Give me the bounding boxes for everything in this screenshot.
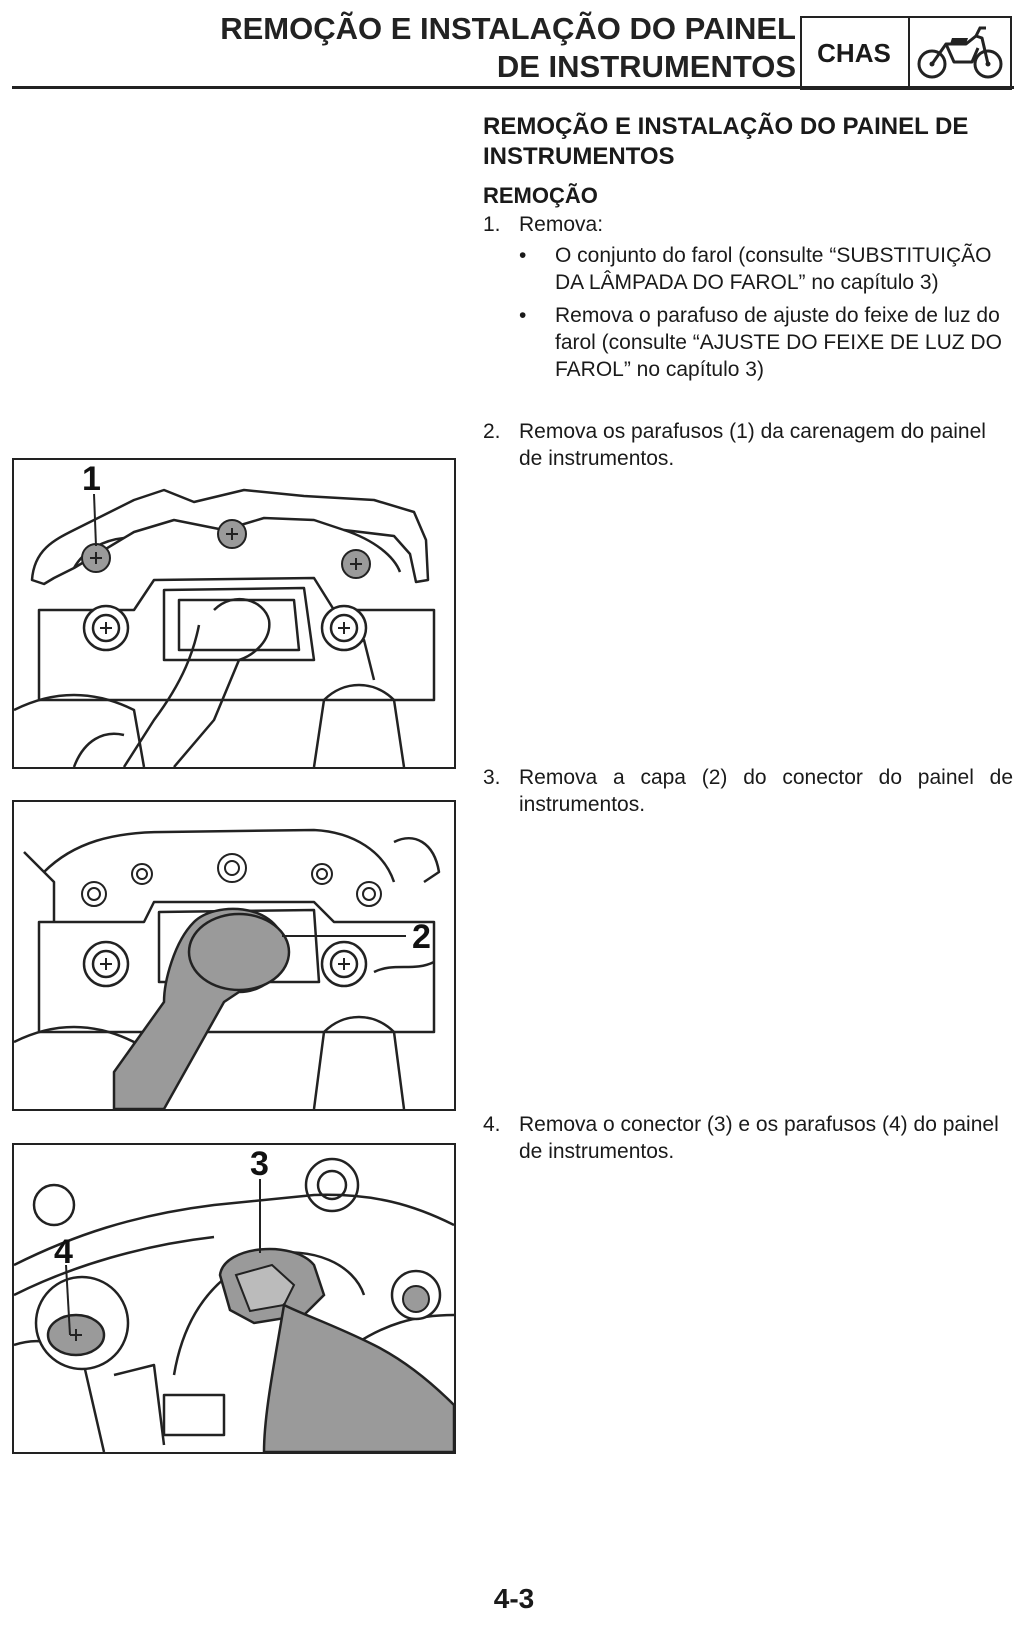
section-tag-divider [908, 18, 910, 88]
bullet-text: O conjunto do farol (consulte “SUBSTITUIÇÃO DA LÂMPADA DO FAROL” no capítulo 3) [555, 244, 992, 294]
figure-connector-bolts-drawing [14, 1145, 454, 1452]
section-tag-box [800, 16, 1012, 90]
page-header-title [220, 10, 796, 86]
bullet-symbol: • [519, 304, 527, 327]
header-title-line1: REMOÇÃO E INSTALAÇÃO DO PAINEL [220, 11, 796, 46]
step-4 [483, 1111, 1013, 1165]
figure-connector-cover-drawing [14, 802, 454, 1109]
figure-connector-bolts [12, 1143, 456, 1454]
step-text: Remova o conector (3) e os parafusos (4) do painel de instrumentos. [519, 1113, 999, 1163]
page-number: 4-3 [493, 1583, 535, 1614]
figure-callout-4: 4 [54, 1233, 73, 1271]
step-number: 1. [483, 213, 501, 236]
step-number: 4. [483, 1113, 501, 1136]
step-2 [483, 418, 1013, 472]
step-text: Remova: [519, 213, 604, 236]
step-1 [483, 211, 1013, 238]
figure-callout-2: 2 [412, 918, 431, 956]
figure-connector-cover [12, 800, 456, 1111]
step-1-bullet-2 [519, 302, 1013, 383]
bullet-text: Remova o parafuso de ajuste do feixe de luz do farol (consulte “AJUSTE DO FEIXE DE LUZ DO FAROL” no capítulo 3) [555, 304, 1002, 381]
section-tag-label: CHAS [817, 38, 891, 68]
figure-callout-1: 1 [82, 460, 101, 498]
figure-cowling-bolts [12, 458, 456, 769]
section-subheading: REMOÇÃO [483, 183, 598, 208]
bullet-symbol: • [519, 244, 527, 267]
step-number: 2. [483, 420, 501, 443]
header-rule [12, 86, 1014, 89]
figure-cowling-bolts-drawing [14, 460, 454, 767]
step-text: Remova os parafusos (1) da carenagem do painel de instrumentos. [519, 420, 986, 470]
motorcycle-icon [916, 24, 1006, 82]
step-number: 3. [483, 766, 501, 789]
figure-callout-3: 3 [250, 1145, 269, 1183]
header-title-line2: DE INSTRUMENTOS [496, 49, 796, 84]
step-text: Remova a capa (2) do conector do painel de instrumentos. [519, 766, 1013, 816]
section-heading: REMOÇÃO E INSTALAÇÃO DO PAINEL DE INSTRUMENTOS [483, 113, 969, 170]
step-3 [483, 764, 1013, 818]
step-1-bullet-1 [519, 242, 1013, 296]
